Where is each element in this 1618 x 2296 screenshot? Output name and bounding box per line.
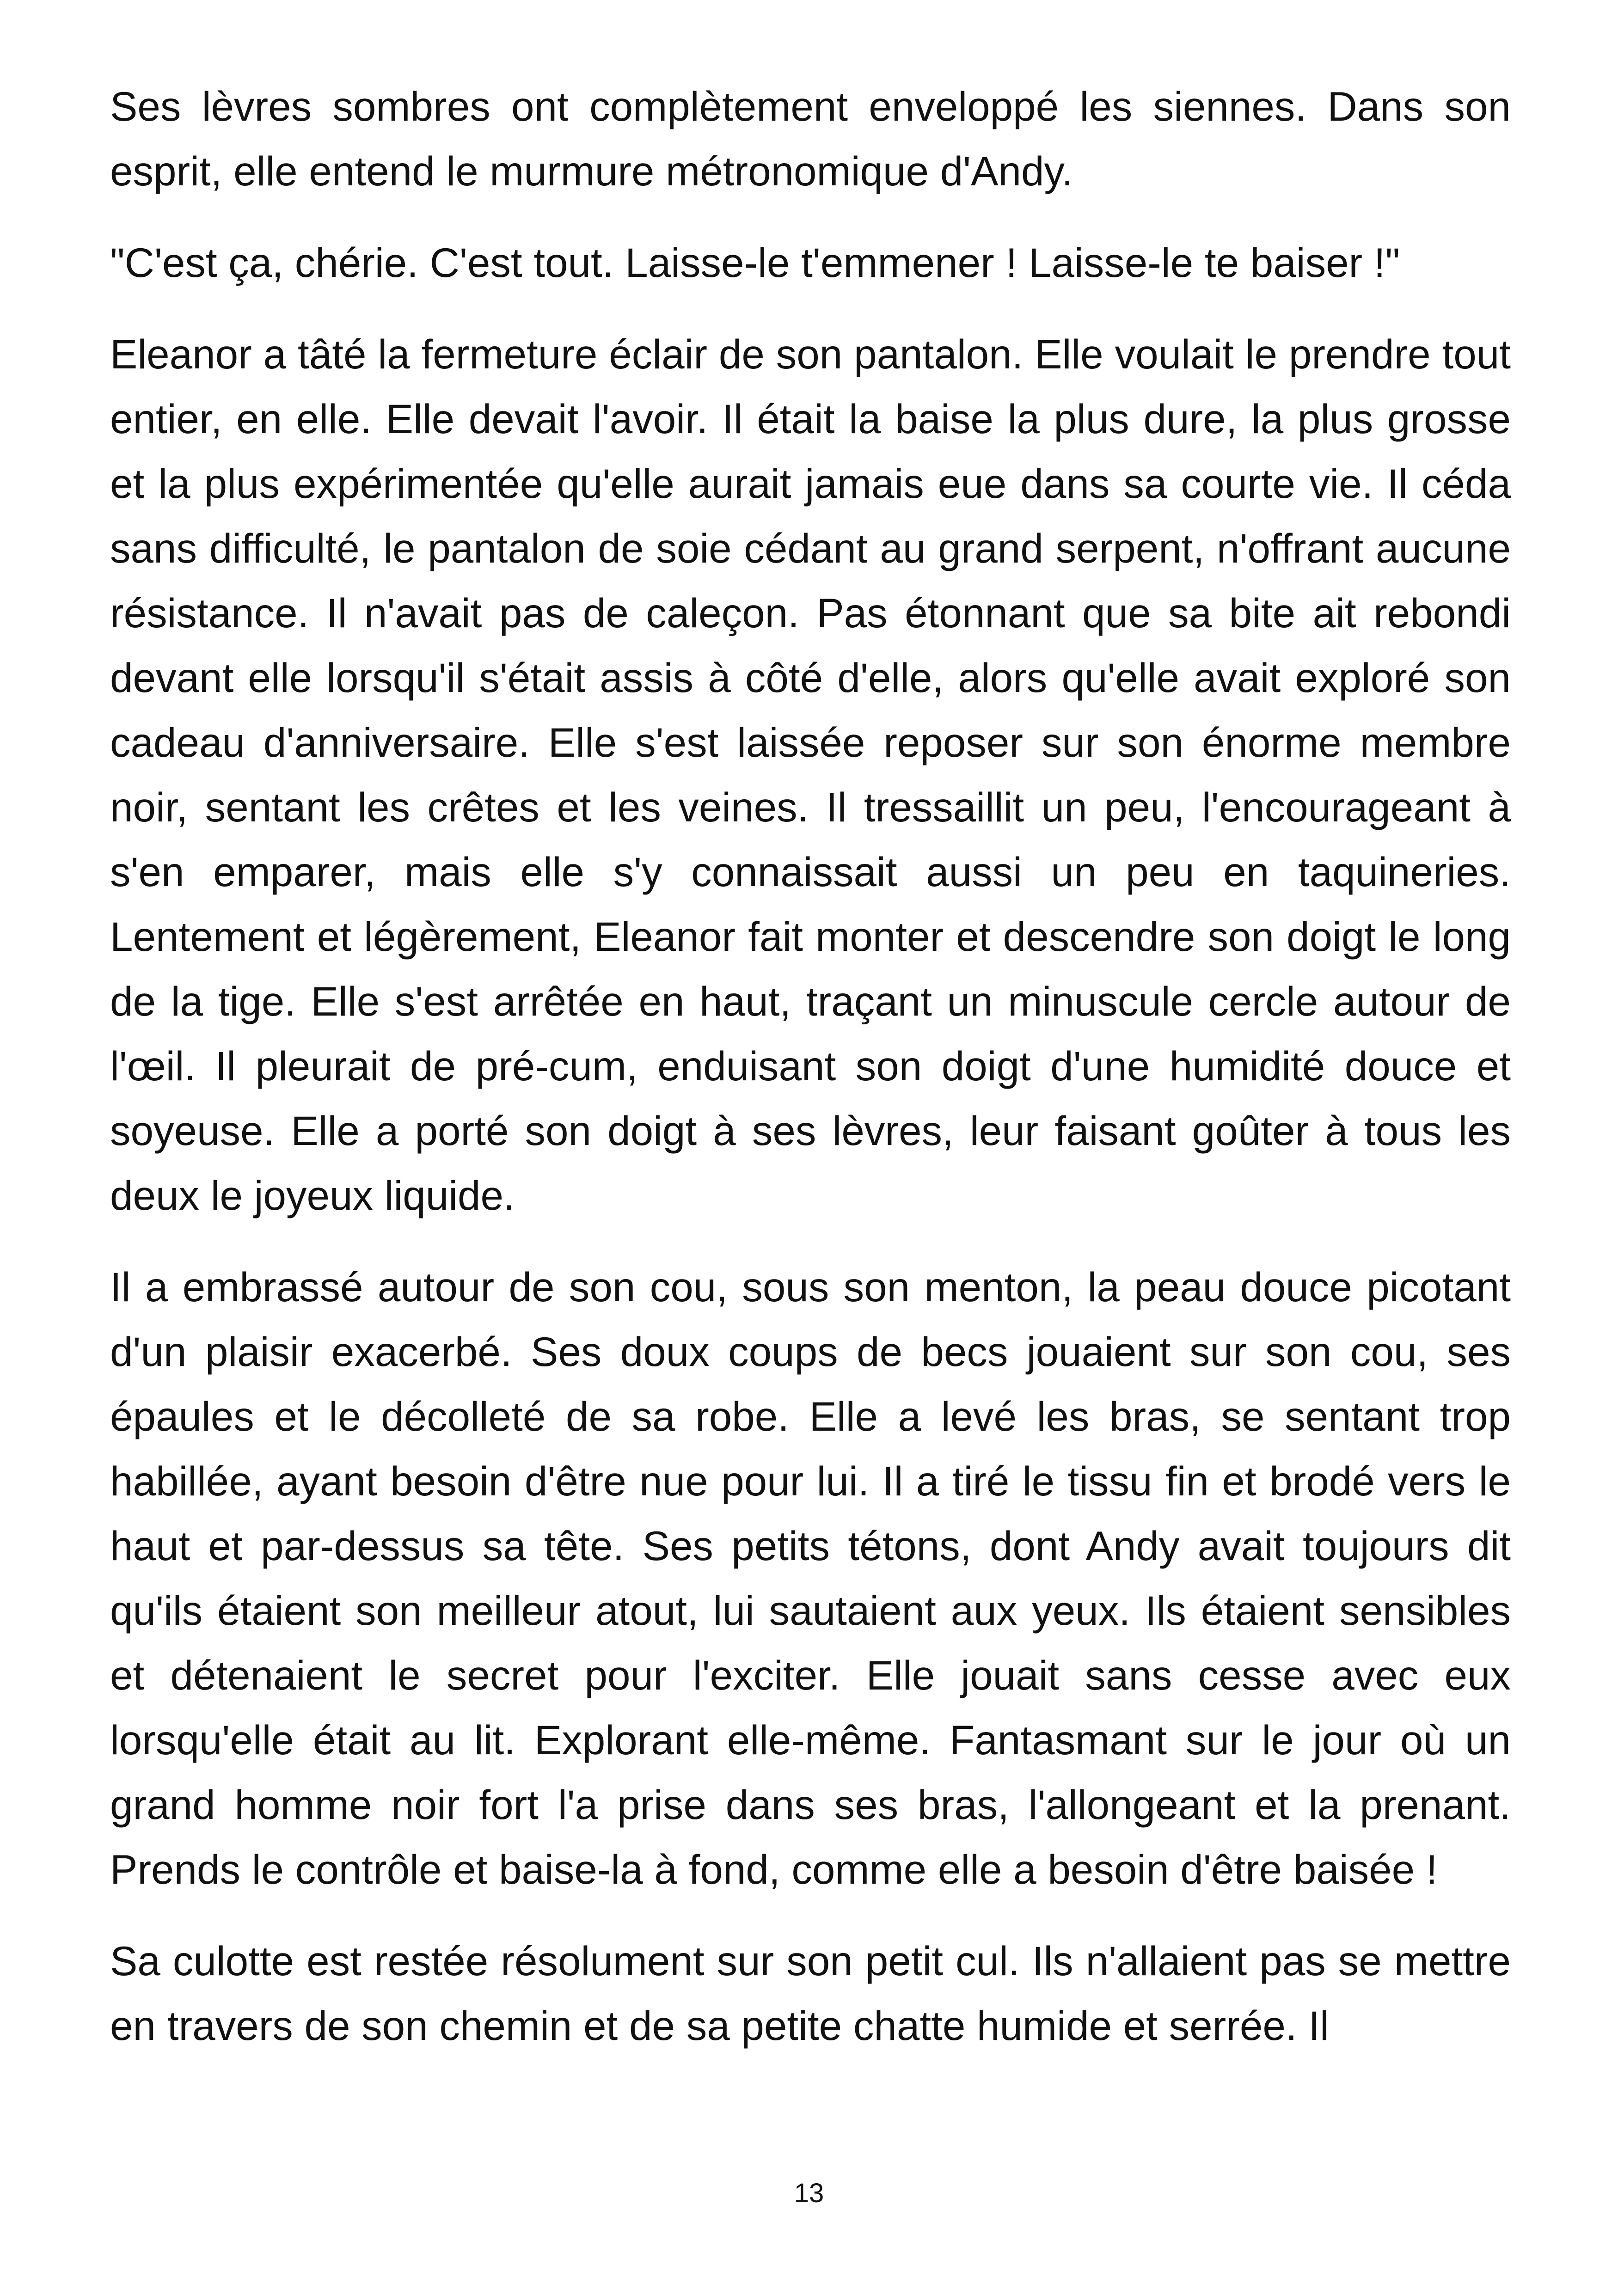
text-body [110, 74, 1511, 2058]
paragraph-1: Ses lèvres sombres ont complètement enveloppé les siennes. Dans son esprit, elle entend le murmure métronomique d'Andy. [110, 83, 1511, 194]
paragraph-5: Sa culotte est restée résolument sur son petit cul. Ils n'allaient pas se mettre en travers de son chemin et de sa petite chatte humide et serrée. Il [110, 1938, 1511, 2049]
paragraph-4: Il a embrassé autour de son cou, sous son menton, la peau douce picotant d'un plaisir exacerbé. Ses doux coups de becs jouaient sur son cou, ses épaules et le décolleté de sa robe. Elle a levé les bras, se sentant trop habillée, ayant besoin d'être nue pour lui. Il a tiré le tissu fin et brodé vers le haut et par-dessus sa tête. Ses petits tétons, dont Andy avait toujours dit qu'ils étaient son meilleur atout, lui sautaient aux yeux. Ils étaient sensibles et détenaient le secret pour l'exciter. Elle jouait sans cesse avec eux lorsqu'elle était au lit. Explorant elle-même. Fantasmant sur le jour où un grand homme noir fort l'a prise dans ses bras, l'allongeant et la prenant. Prends le contrôle et baise-la à fond, comme elle a besoin d'être baisée ! [110, 1264, 1511, 1892]
page-number: 13 [794, 2178, 824, 2208]
paragraph-3: Eleanor a tâté la fermeture éclair de son pantalon. Elle voulait le prendre tout entier, en elle. Elle devait l'avoir. Il était la baise la plus dure, la plus grosse et la plus expérimentée qu'elle aurait jamais eue dans sa courte vie. Il céda sans difficulté, le pantalon de soie cédant au grand serpent, n'offrant aucune résistance. Il n'avait pas de caleçon. Pas étonnant que sa bite ait rebondi devant elle lorsqu'il s'était assis à côté d'elle, alors qu'elle avait exploré son cadeau d'anniversaire. Elle s'est laissée reposer sur son énorme membre noir, sentant les crêtes et les veines. Il tressaillit un peu, l'encourageant à s'en emparer, mais elle s'y connaissait aussi un peu en taquineries. Lentement et légèrement, Eleanor fait monter et descendre son doigt le long de la tige. Elle s'est arrêtée en haut, traçant un minuscule cercle autour de l'œil. Il pleurait de pré-cum, enduisant son doigt d'une humidité douce et soyeuse. Elle a porté son doigt à ses lèvres, leur faisant goûter à tous les deux le joyeux liquide. [110, 331, 1511, 1218]
paragraph-2: "C'est ça, chérie. C'est tout. Laisse-le t'emmener ! Laisse-le te baiser !" [110, 239, 1400, 286]
